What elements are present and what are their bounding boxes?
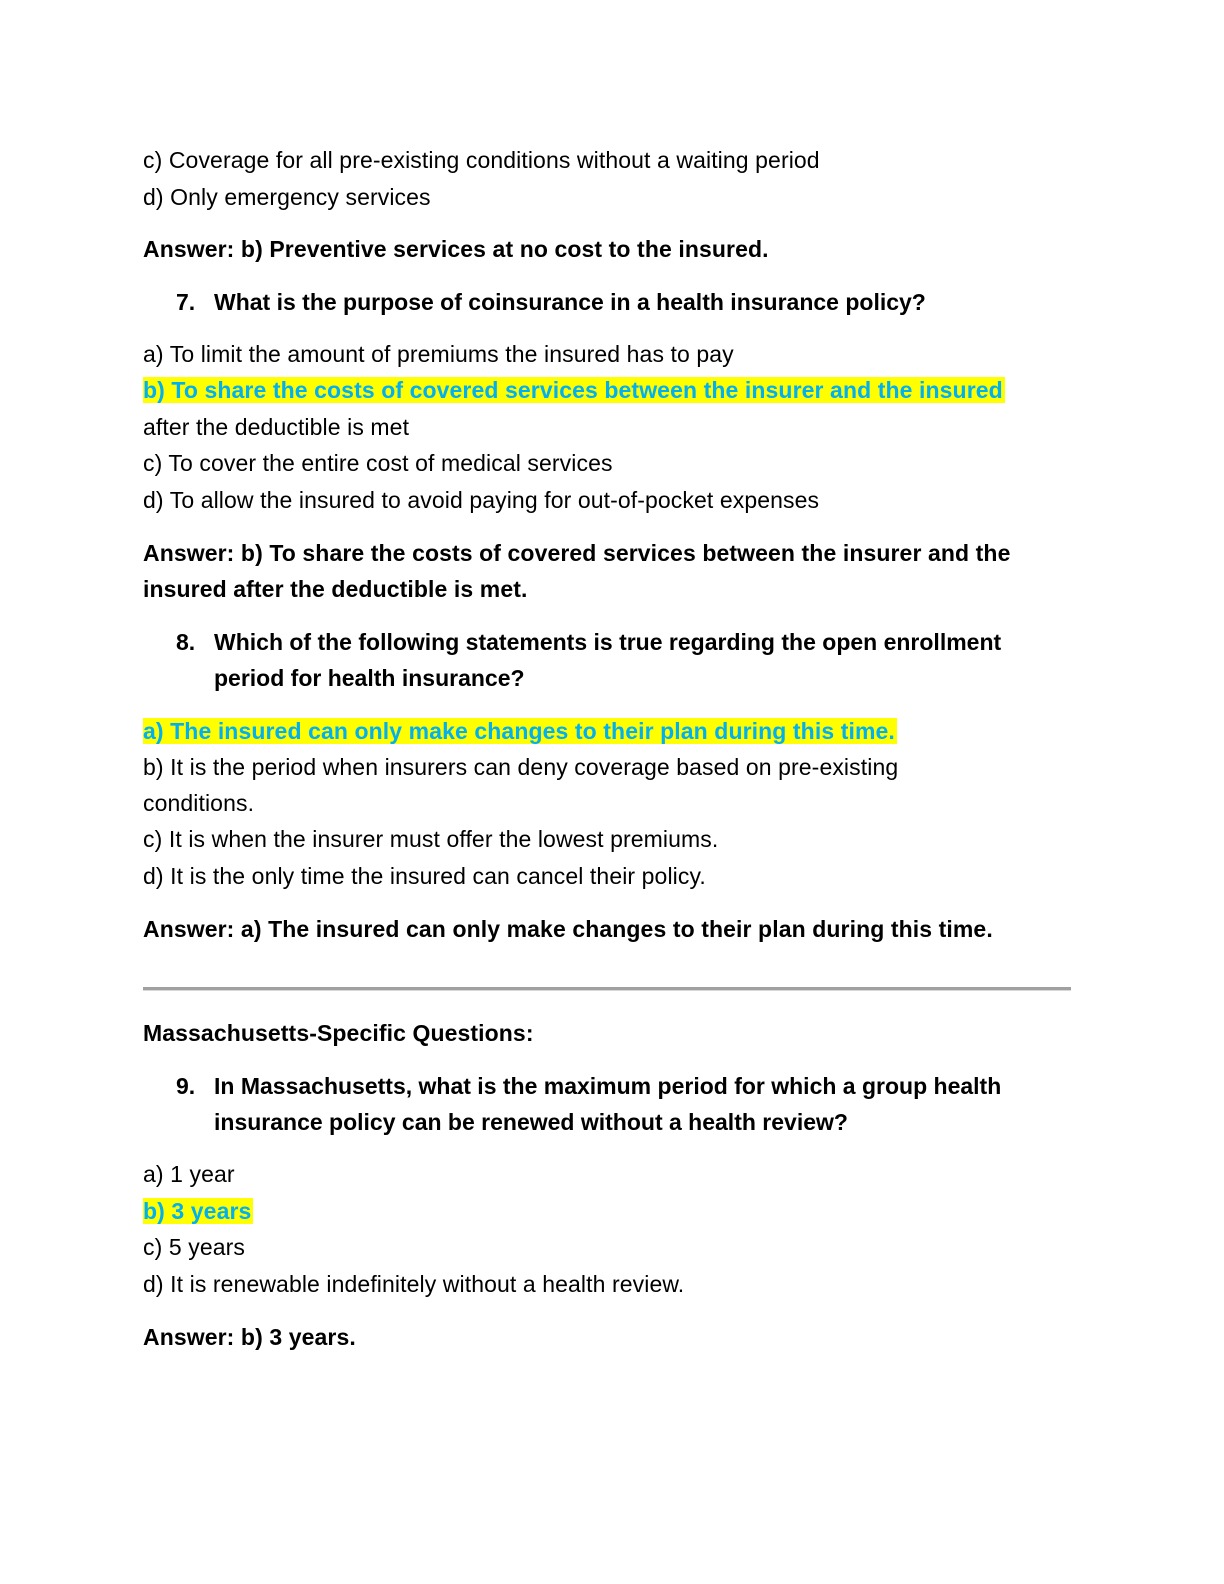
q8-option-b-line2: conditions. <box>143 790 255 816</box>
q9-option-b <box>143 1196 253 1226</box>
q8-number: 8. <box>176 629 196 655</box>
q7-answer-line2: insured after the deductible is met. <box>143 576 528 602</box>
q7-option-b-highlight: b) To share the costs of covered services between the insurer and the insured <box>143 377 1003 403</box>
q8-option-b-line1: b) It is the period when insurers can deny coverage based on pre-existing <box>143 754 899 780</box>
q7-number: 7. <box>176 289 196 315</box>
q8-option-d: d) It is the only time the insured can cancel their policy. <box>143 863 706 889</box>
q7-answer-line1: Answer: b) To share the costs of covered services between the insurer and the <box>143 540 1011 566</box>
q9-option-d: d) It is renewable indefinitely without a health review. <box>143 1271 685 1297</box>
q7-option-a: a) To limit the amount of premiums the insured has to pay <box>143 341 734 367</box>
q9-number: 9. <box>176 1073 196 1099</box>
section-divider <box>143 987 1071 991</box>
q6-option-c: c) Coverage for all pre-existing conditions without a waiting period <box>143 147 820 173</box>
q9-option-c: c) 5 years <box>143 1234 245 1260</box>
q8-question-line1: Which of the following statements is true regarding the open enrollment <box>214 629 1002 655</box>
q9-answer: Answer: b) 3 years. <box>143 1324 356 1350</box>
q9-question-line2: insurance policy can be renewed without a health review? <box>214 1109 848 1135</box>
q7-option-b-continued: after the deductible is met <box>143 414 410 440</box>
q8-answer: Answer: a) The insured can only make changes to their plan during this time. <box>143 916 993 942</box>
q9-option-a: a) 1 year <box>143 1161 235 1187</box>
q7-question: What is the purpose of coinsurance in a health insurance policy? <box>214 289 926 315</box>
section-heading: Massachusetts-Specific Questions: <box>143 1020 534 1046</box>
q8-option-a <box>143 716 897 746</box>
q6-option-d: d) Only emergency services <box>143 184 431 210</box>
q9-question-line1: In Massachusetts, what is the maximum period for which a group health <box>214 1073 1002 1099</box>
q8-question-line2: period for health insurance? <box>214 665 525 691</box>
q7-option-d: d) To allow the insured to avoid paying for out-of-pocket expenses <box>143 487 820 513</box>
q7-option-b <box>143 375 1005 405</box>
q9-option-b-highlight: b) 3 years <box>143 1198 252 1224</box>
q6-answer: Answer: b) Preventive services at no cost to the insured. <box>143 236 769 262</box>
q8-option-a-highlight: a) The insured can only make changes to their plan during this time. <box>143 718 895 744</box>
q7-option-c: c) To cover the entire cost of medical services <box>143 450 613 476</box>
q8-option-c: c) It is when the insurer must offer the lowest premiums. <box>143 826 719 852</box>
